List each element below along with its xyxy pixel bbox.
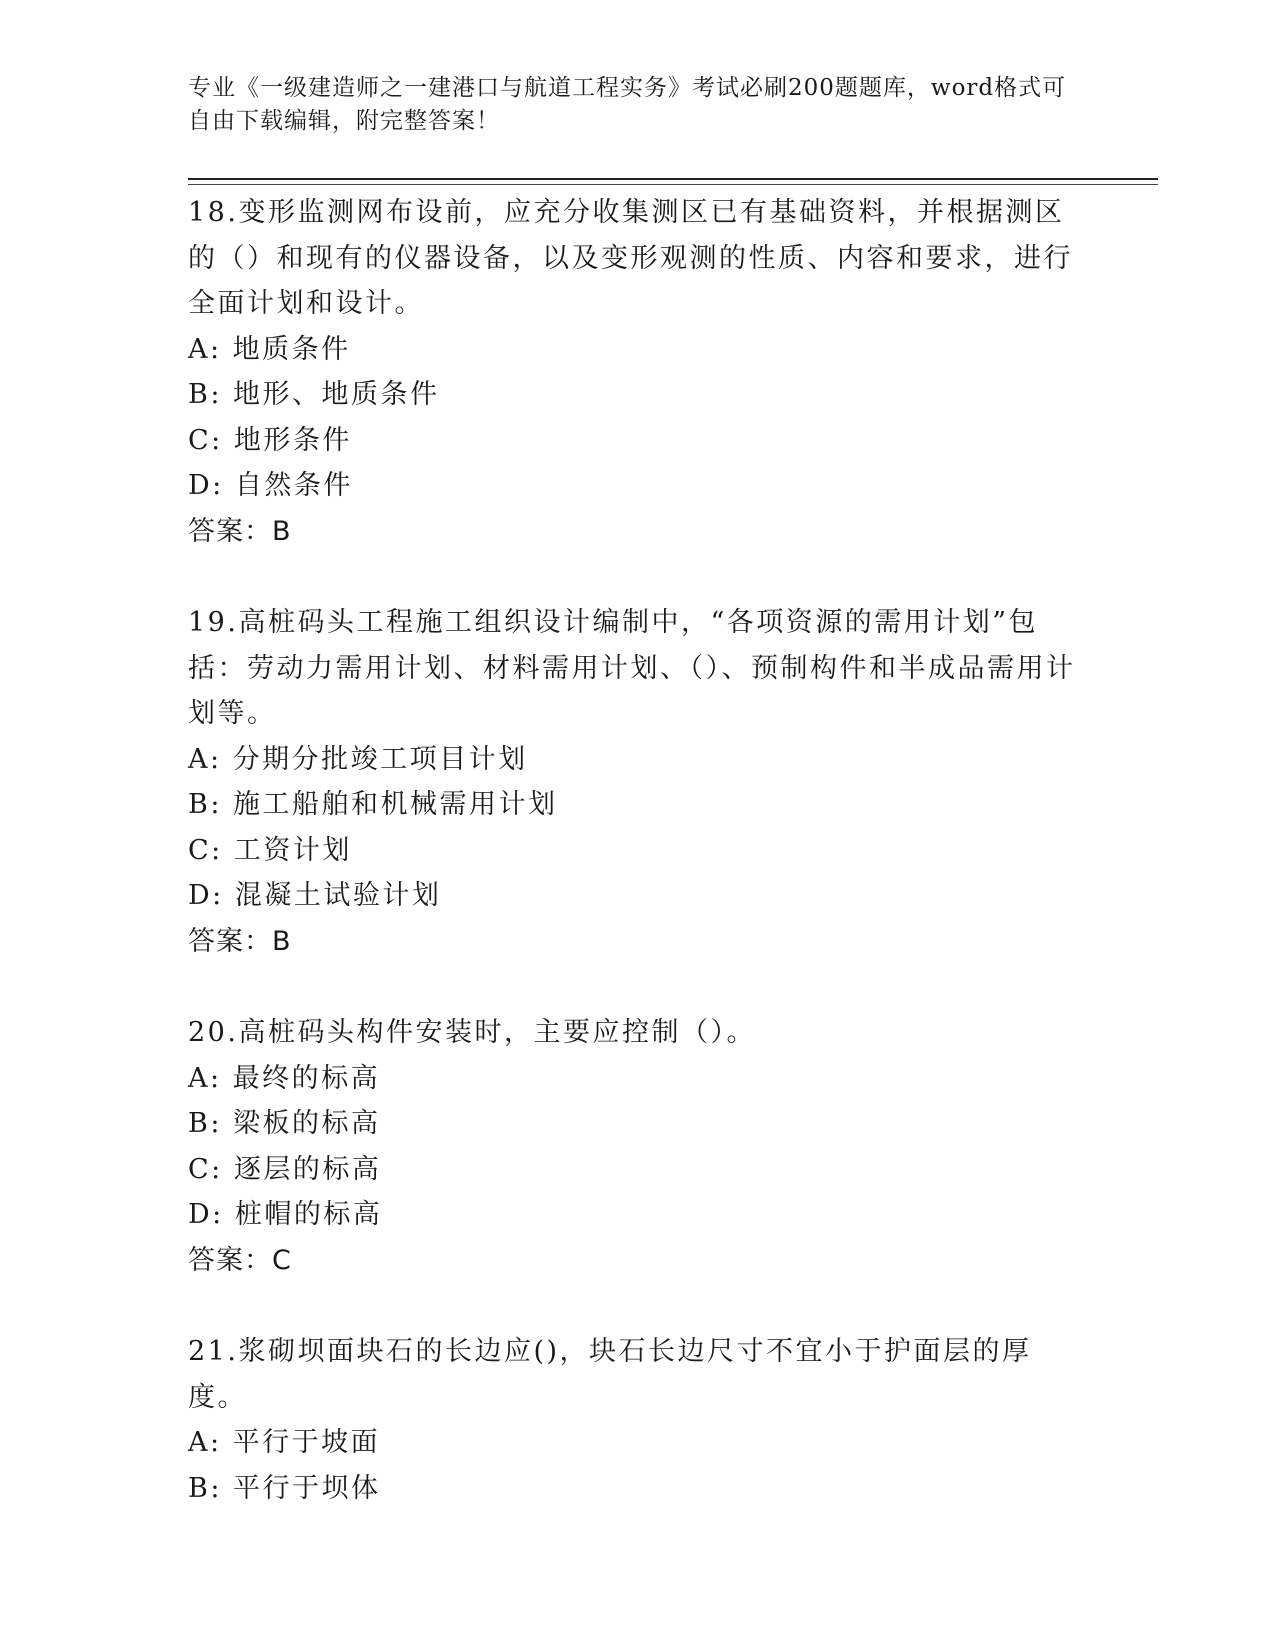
option-a: A: 平行于坡面 [188,1427,381,1458]
question-21 [188,1329,1088,1511]
option-c: C: 地形条件 [188,424,352,456]
option-a: A: 地质条件 [188,333,351,365]
option-b: B: 施工船舶和机械需用计划 [188,789,558,820]
question-stem: 19.高桩码头工程施工组织设计编制中，“各项资源的需用计划”包括：劳动力需用计划、材料需用计划、（）、预制构件和半成品需用计划等。 [188,607,1076,729]
option-a: A: 分期分批竣工项目计划 [188,743,528,775]
header-note: 专业《一级建造师之一建港口与航道工程实务》考试必刷200题题库，word格式可自由下载编辑，附完整答案！ [188,75,1067,134]
question-spacer [188,1283,1088,1329]
question-stem: 21.浆砌坝面块石的长边应()，块石长边尺寸不宜小于护面层的厚度。 [188,1336,1032,1413]
option-c: C: 工资计划 [188,834,352,866]
header-divider-thick [188,178,1158,180]
question-list [188,190,1088,1511]
question-stem: 20.高桩码头构件安装时，主要应控制（）。 [188,1017,756,1048]
option-d: D: 自然条件 [188,470,353,501]
question-20 [188,1010,1088,1283]
question-18 [188,190,1088,554]
option-a: A: 最终的标高 [188,1062,381,1094]
question-19 [188,600,1088,964]
option-d: D: 混凝土试验计划 [188,880,442,911]
option-c: C: 逐层的标高 [188,1153,382,1185]
option-b: B: 地形、地质条件 [188,379,440,410]
answer-line: 答案：B [188,925,292,957]
question-spacer [188,554,1088,600]
option-b: B: 梁板的标高 [188,1108,381,1139]
header-divider-thin [188,184,1158,185]
answer-line: 答案：C [188,1244,292,1276]
option-b: B: 平行于坝体 [188,1472,381,1504]
question-spacer [188,964,1088,1010]
option-d: D: 桩帽的标高 [188,1199,383,1230]
answer-line: 答案：B [188,515,292,547]
question-stem: 18.变形监测网布设前，应充分收集测区已有基础资料，并根据测区的（）和现有的仪器设备，以及变形观测的性质、内容和要求，进行全面计划和设计。 [188,197,1073,319]
